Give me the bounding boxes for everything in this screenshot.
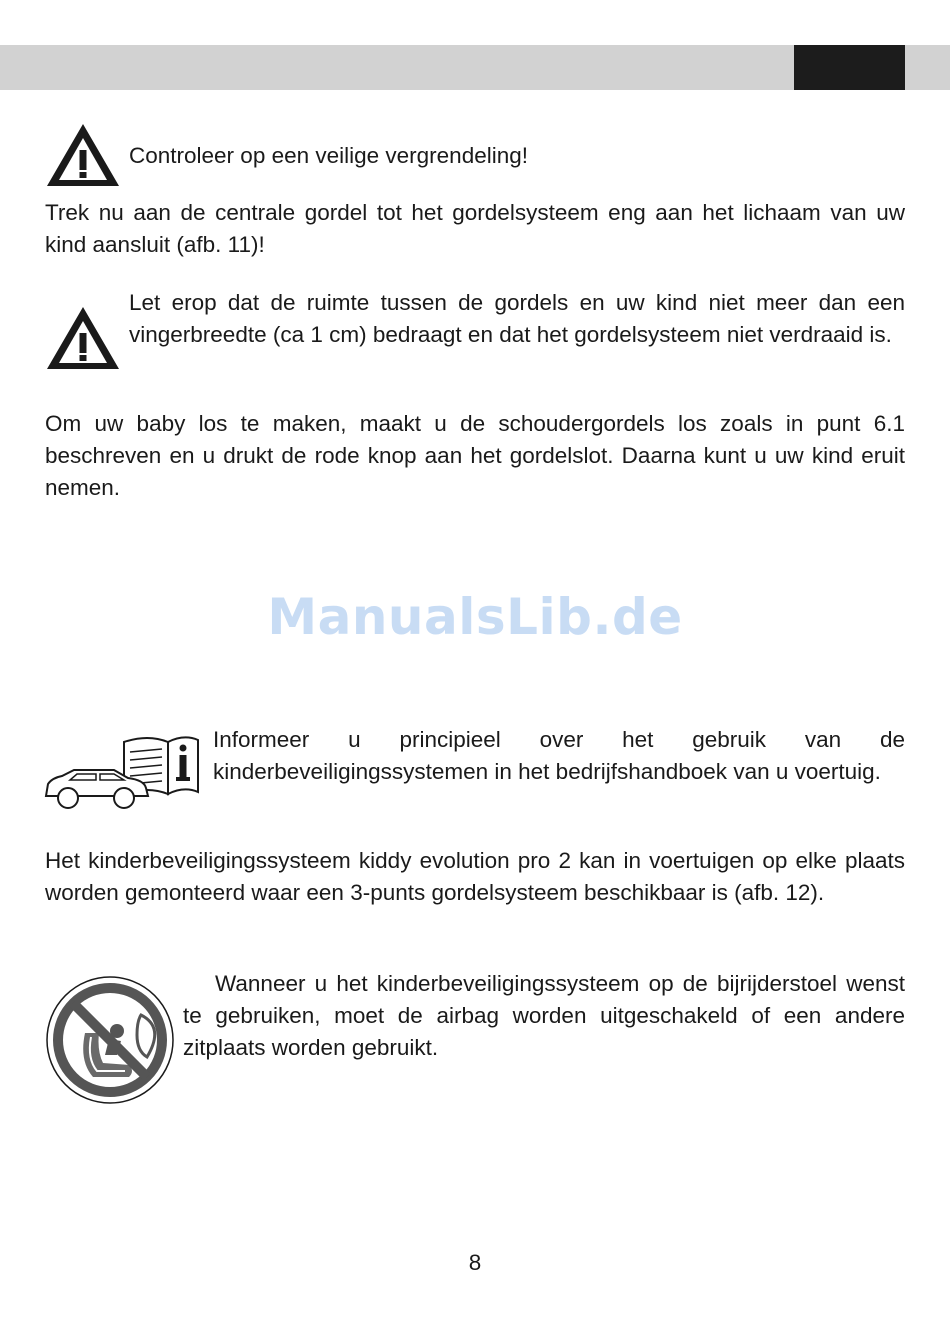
car-manual-info-icon (44, 734, 202, 812)
watermark: ManualsLib.de (267, 588, 683, 646)
warning-text-locking: Controleer op een veilige vergrendeling! (129, 143, 529, 168)
paragraph-release-baby: Om uw baby los te maken, maakt u de schoudergordels los zoals in punt 6.1 beschreven en u drukt de rode knop aan het gordelslot. Daarna kunt u uw kind eruit nemen. (45, 411, 905, 500)
info-note-text: Informeer u principieel over het gebruik van de kinderbeveiligingssystemen in het bedrijfshandboek van u voertuig. (213, 727, 905, 784)
no-airbag-child-seat-icon (45, 975, 175, 1105)
paragraph-installation: Het kinderbeveiligingssysteem kiddy evolution pro 2 kan in voertuigen op elke plaats worden gemonteerd waar een 3-punts gordelsysteem beschikbaar is (afb. 12). (45, 848, 905, 905)
airbag-note-text: Wanneer u het kinderbeveiligingssysteem op de bijrijderstoel wenst te gebruiken, moet de airbag worden uitgeschakeld of een andere zitplaats worden gebruikt. (183, 971, 905, 1060)
page-number: 8 (468, 1250, 482, 1275)
warning-triangle-icon (45, 122, 121, 188)
warning-triangle-icon (45, 305, 121, 371)
warning-text-belt-gap: Let erop dat de ruimte tussen de gordels en uw kind niet meer dan een vingerbreedte (ca 1 cm) bedraagt en dat het gordelsysteem niet verdraaid is. (129, 290, 905, 347)
header-accent-block (794, 45, 905, 90)
paragraph-tighten-belt: Trek nu aan de centrale gordel tot het gordelsysteem eng aan het lichaam van uw kind aansluit (afb. 11)! (45, 200, 905, 257)
